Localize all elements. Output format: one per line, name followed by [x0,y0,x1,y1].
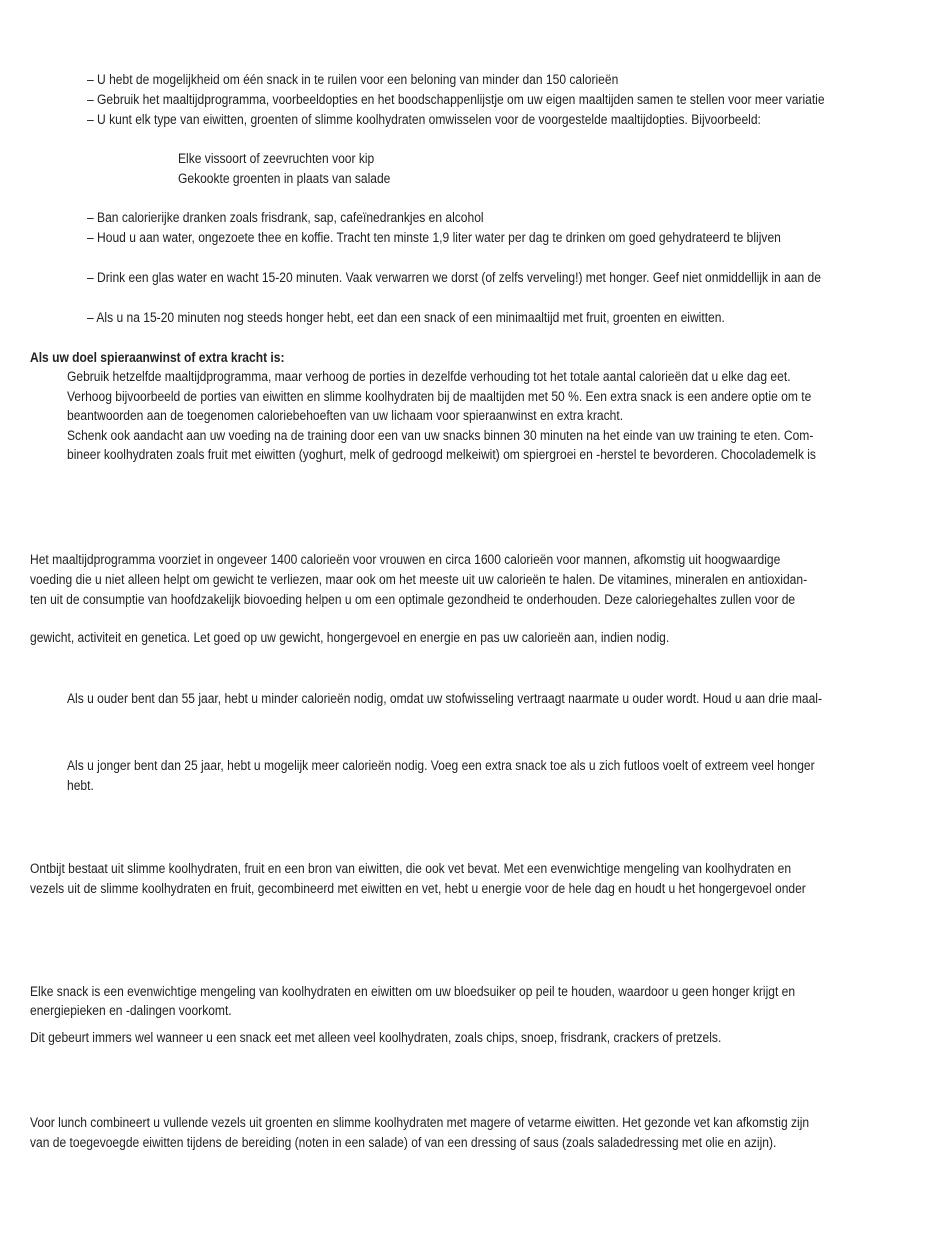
breakfast-paragraph-line: Ontbijt bestaat uit slimme koolhydraten, fruit en een bron van eiwitten, die ook vet bevat. Met een evenwichtige mengeling van koolhydraten en [30,861,792,876]
muscle-text-line: Verhoog bijvoorbeeld de porties van eiwitten en slimme koolhydraten bij de maaltijden met 50 %. Een extra snack is een andere optie om te [67,389,812,404]
bullet-still-hungry: – Als u na 15-20 minuten nog steeds honger hebt, eet dan een snack of een minimaaltijd met fruit, groenten en eiwitten. [87,310,725,325]
bullet-water: – Houd u aan water, ongezoete thee en koffie. Tracht ten minste 1,9 liter water per dag te drinken om goed gehydrateerd te blijven [87,230,781,245]
lunch-paragraph-line: van de toegevoegde eiwitten tijdens de bereiding (noten in een salade) of van een dressing of saus (zoals saladedressing met olie en azijn). [30,1135,777,1150]
muscle-text-line: beantwoorden aan de toegenomen caloriebehoeften van uw lichaam voor spieraanwinst en extra kracht. [67,408,624,423]
program-text-line: ten uit de consumptie van hoofdzakelijk biovoeding helpen u om een optimale gezondheid te onderhouden. Deze caloriegehaltes zullen voor de [30,592,796,607]
program-text-line: Het maaltijdprogramma voorziet in ongeveer 1400 calorieën voor vrouwen en circa 1600 calorieën voor mannen, afkomstig uit hoogwaardige [30,552,781,567]
bullet-swap-types: – U kunt elk type van eiwitten, groenten of slimme koolhydraten omwisselen voor de voorgestelde maaltijdopties. Bijvoorbeeld: [87,112,761,127]
muscle-text-line: Schenk ook aandacht aan uw voeding na de training door een van uw snacks binnen 30 minuten na het einde van uw training te eten. Com- [67,428,814,443]
bullet-drink-wait: – Drink een glas water en wacht 15-20 minuten. Vaak verwarren we dorst (of zelfs verveling!) met honger. Geef niet onmiddellijk in aan de [87,270,821,285]
muscle-text-line: bineer koolhydraten zoals fruit met eiwitten (yoghurt, melk of gedroogd melkeiwit) om spiergroei en -herstel te bevorderen. Chocolademelk is [67,447,816,462]
younger-paragraph-line: Als u jonger bent dan 25 jaar, hebt u mogelijk meer calorieën nodig. Voeg een extra snack toe als u zich futloos voelt of extreem veel honger [67,758,815,773]
younger-paragraph-line: hebt. [67,778,94,793]
program-text-line: gewicht, activiteit en genetica. Let goed op uw gewicht, hongergevoel en energie en pas uw calorieën aan, indien nodig. [30,630,670,645]
older-paragraph: Als u ouder bent dan 55 jaar, hebt u minder calorieën nodig, omdat uw stofwisseling vertraagt naarmate u ouder wordt. Houd u aan drie maal- [67,691,823,706]
snack-paragraph-line: energiepieken en -dalingen voorkomt. [30,1003,232,1018]
example-line: Gekookte groenten in plaats van salade [178,171,391,186]
muscle-heading: Als uw doel spieraanwinst of extra kracht is: [30,350,285,365]
muscle-text-line: Gebruik hetzelfde maaltijdprogramma, maar verhoog de porties in dezelfde verhouding tot het totale aantal calorieën dat u elke dag eet. [67,369,791,384]
bullet-meal-program: – Gebruik het maaltijdprogramma, voorbeeldopties en het boodschappenlijstje om uw eigen maaltijden samen te stellen voor meer variatie [87,92,825,107]
snack-paragraph-line: Dit gebeurt immers wel wanneer u een snack eet met alleen veel koolhydraten, zoals chips, snoep, frisdrank, crackers of pretzels. [30,1030,722,1045]
program-text-line: voeding die u niet alleen helpt om gewicht te verliezen, maar ook om het meeste uit uw calorieën te halen. De vitamines, mineralen en antioxidan- [30,572,808,587]
snack-paragraph-line: Elke snack is een evenwichtige mengeling van koolhydraten en eiwitten om uw bloedsuiker op peil te houden, waardoor u geen honger krijgt en [30,984,796,999]
lunch-paragraph-line: Voor lunch combineert u vullende vezels uit groenten en slimme koolhydraten met magere of vetarme eiwitten. Het gezonde vet kan afkomstig zijn [30,1115,810,1130]
breakfast-paragraph-line: vezels uit de slimme koolhydraten en fruit, gecombineerd met eiwitten en vet, hebt u energie voor de hele dag en houdt u het hongergevoel onder [30,881,806,896]
example-line: Elke vissoort of zeevruchten voor kip [178,151,375,166]
bullet-ban-drinks: – Ban calorierijke dranken zoals frisdrank, sap, cafeïnedrankjes en alcohol [87,210,484,225]
bullet-swap-snack: – U hebt de mogelijkheid om één snack in te ruilen voor een beloning van minder dan 150 calorieën [87,72,619,87]
